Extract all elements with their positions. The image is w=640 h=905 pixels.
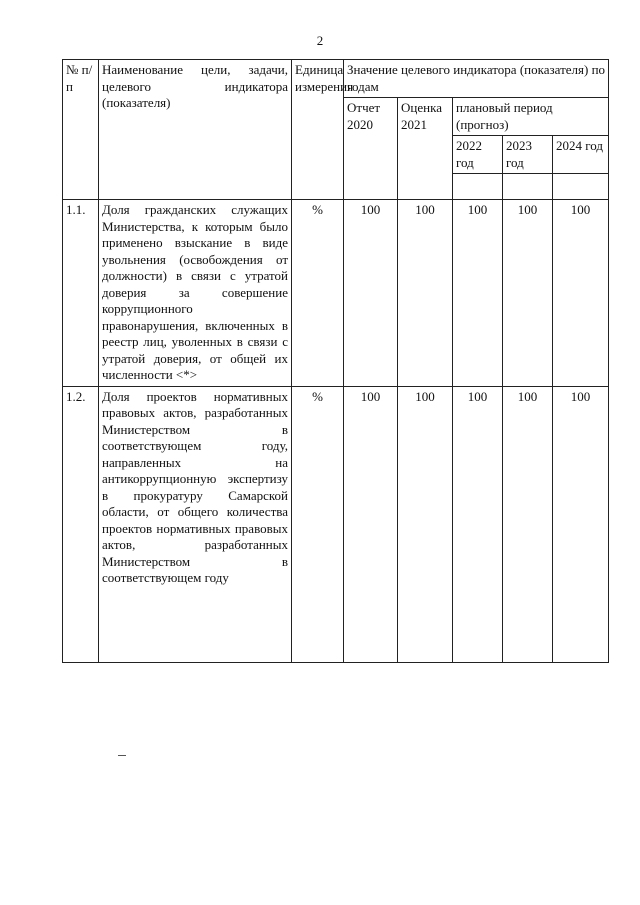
header-estimate: Оценка 2021 [398, 98, 453, 200]
row-plan-2024: 100 [553, 386, 609, 662]
header-values: Значение целевого индикатора (показателя) по годам [344, 60, 609, 98]
header-plan: плановый период (прогноз) [453, 98, 609, 136]
row-estimate-2021: 100 [398, 200, 453, 387]
row-plan-2022: 100 [453, 386, 503, 662]
header-name: Наименование цели, задачи, целевого индикатора (показателя) [99, 60, 292, 200]
header-unit: Единица измерения [292, 60, 344, 200]
header-num: № п/п [63, 60, 99, 200]
header-2024: 2024 год [553, 136, 609, 174]
table-row [63, 386, 609, 662]
row-num: 1.2. [63, 386, 99, 662]
row-name: Доля гражданских служащих Министерства, к которым было применено взыскание в виде увольнения (освобождения от должности) в связи с утратой доверия за совершение коррупционного правонарушения, включенных в реестр лиц, уволенных в связи с утратой доверия, от общей их численности <*> [99, 200, 292, 387]
row-num: 1.1. [63, 200, 99, 387]
header-2023: 2023 год [503, 136, 553, 174]
scan-dash-mark [118, 755, 126, 756]
row-plan-2023: 100 [503, 386, 553, 662]
table-row [63, 200, 609, 387]
row-plan-2022: 100 [453, 200, 503, 387]
row-name: Доля проектов нормативных правовых актов, разработанных Министерством в соответствующем году, направленных на антикоррупционную экспертизу в прокуратуру Самарской области, от общего количества проектов нормативных правовых актов, разработанных Министерством в соответствующем году [99, 386, 292, 662]
row-unit: % [292, 386, 344, 662]
row-plan-2023: 100 [503, 200, 553, 387]
row-unit: % [292, 200, 344, 387]
row-estimate-2021: 100 [398, 386, 453, 662]
row-plan-2024: 100 [553, 200, 609, 387]
header-row-1 [63, 60, 609, 98]
header-report: Отчет 2020 [344, 98, 398, 200]
row-report-2020: 100 [344, 386, 398, 662]
header-2022: 2022 год [453, 136, 503, 174]
row-report-2020: 100 [344, 200, 398, 387]
indicator-table [62, 59, 609, 663]
page-number: 2 [316, 33, 324, 48]
